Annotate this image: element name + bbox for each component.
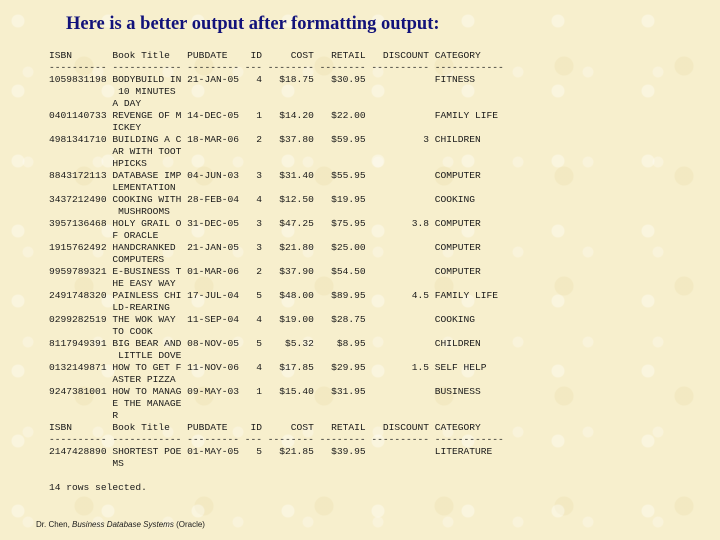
output-line: COMPUTERS <box>49 254 165 265</box>
output-line: R <box>49 410 119 421</box>
output-line: MUSHROOMS <box>49 206 170 217</box>
output-line: F ORACLE <box>49 230 159 241</box>
footer-author: Dr. Chen, <box>36 520 73 529</box>
output-line: ISBN Book Title PUBDATE ID COST RETAIL DISCOUNT CATEGORY <box>49 50 481 61</box>
footer-suffix: (Oracle) <box>173 520 205 529</box>
output-line: HE EASY WAY <box>49 278 176 289</box>
output-line: 0132149871 HOW TO GET F 11-NOV-06 4 $17.85 $29.95 1.5 SELF HELP <box>49 362 487 373</box>
output-line: 3957136468 HOLY GRAIL O 31-DEC-05 3 $47.25 $75.95 3.8 COMPUTER <box>49 218 481 229</box>
output-line: ISBN Book Title PUBDATE ID COST RETAIL DISCOUNT CATEGORY <box>49 422 481 433</box>
output-line: MS <box>49 458 124 469</box>
output-line: ---------- ------------ --------- --- -------- -------- ---------- ------------ <box>49 62 504 73</box>
output-line: AR WITH TOOT <box>49 146 182 157</box>
output-line: 9959789321 E-BUSINESS T 01-MAR-06 2 $37.90 $54.50 COMPUTER <box>49 266 481 277</box>
output-line: TO COOK <box>49 326 153 337</box>
output-line: 8843172113 DATABASE IMP 04-JUN-03 3 $31.40 $55.95 COMPUTER <box>49 170 481 181</box>
output-line: 2491748320 PAINLESS CHI 17-JUL-04 5 $48.00 $89.95 4.5 FAMILY LIFE <box>49 290 499 301</box>
output-line: 10 MINUTES <box>49 86 176 97</box>
output-line: 14 rows selected. <box>49 482 147 493</box>
output-line: 4981341710 BUILDING A C 18-MAR-06 2 $37.80 $59.95 3 CHILDREN <box>49 134 481 145</box>
slide-title: Here is a better output after formatting output: <box>66 14 440 34</box>
output-line: LD-REARING <box>49 302 170 313</box>
output-line: LEMENTATION <box>49 182 176 193</box>
output-line: ASTER PIZZA <box>49 374 176 385</box>
output-line: 9247381001 HOW TO MANAG 09-MAY-03 1 $15.40 $31.95 BUSINESS <box>49 386 481 397</box>
output-line: 8117949391 BIG BEAR AND 08-NOV-05 5 $5.32 $8.95 CHILDREN <box>49 338 481 349</box>
output-line: A DAY <box>49 98 142 109</box>
output-line: ---------- ------------ --------- --- -------- -------- ---------- ------------ <box>49 434 504 445</box>
output-line: LITTLE DOVE <box>49 350 182 361</box>
output-line: 0299282519 THE WOK WAY 11-SEP-04 4 $19.00 $28.75 COOKING <box>49 314 476 325</box>
sql-query-output <box>49 50 504 494</box>
output-line: E THE MANAGE <box>49 398 182 409</box>
output-line: 3437212490 COOKING WITH 28-FEB-04 4 $12.50 $19.95 COOKING <box>49 194 476 205</box>
output-line: 2147428890 SHORTEST POE 01-MAY-05 5 $21.85 $39.95 LITERATURE <box>49 446 493 457</box>
output-line: ICKEY <box>49 122 142 133</box>
output-line: 1059831198 BODYBUILD IN 21-JAN-05 4 $18.75 $30.95 FITNESS <box>49 74 476 85</box>
footer-book-title: Business Database Systems <box>72 520 174 529</box>
output-line: HPICKS <box>49 158 147 169</box>
output-line: 1915762492 HANDCRANKED 21-JAN-05 3 $21.80 $25.00 COMPUTER <box>49 242 481 253</box>
output-line: 0401140733 REVENGE OF M 14-DEC-05 1 $14.20 $22.00 FAMILY LIFE <box>49 110 499 121</box>
slide-footer <box>36 520 205 529</box>
